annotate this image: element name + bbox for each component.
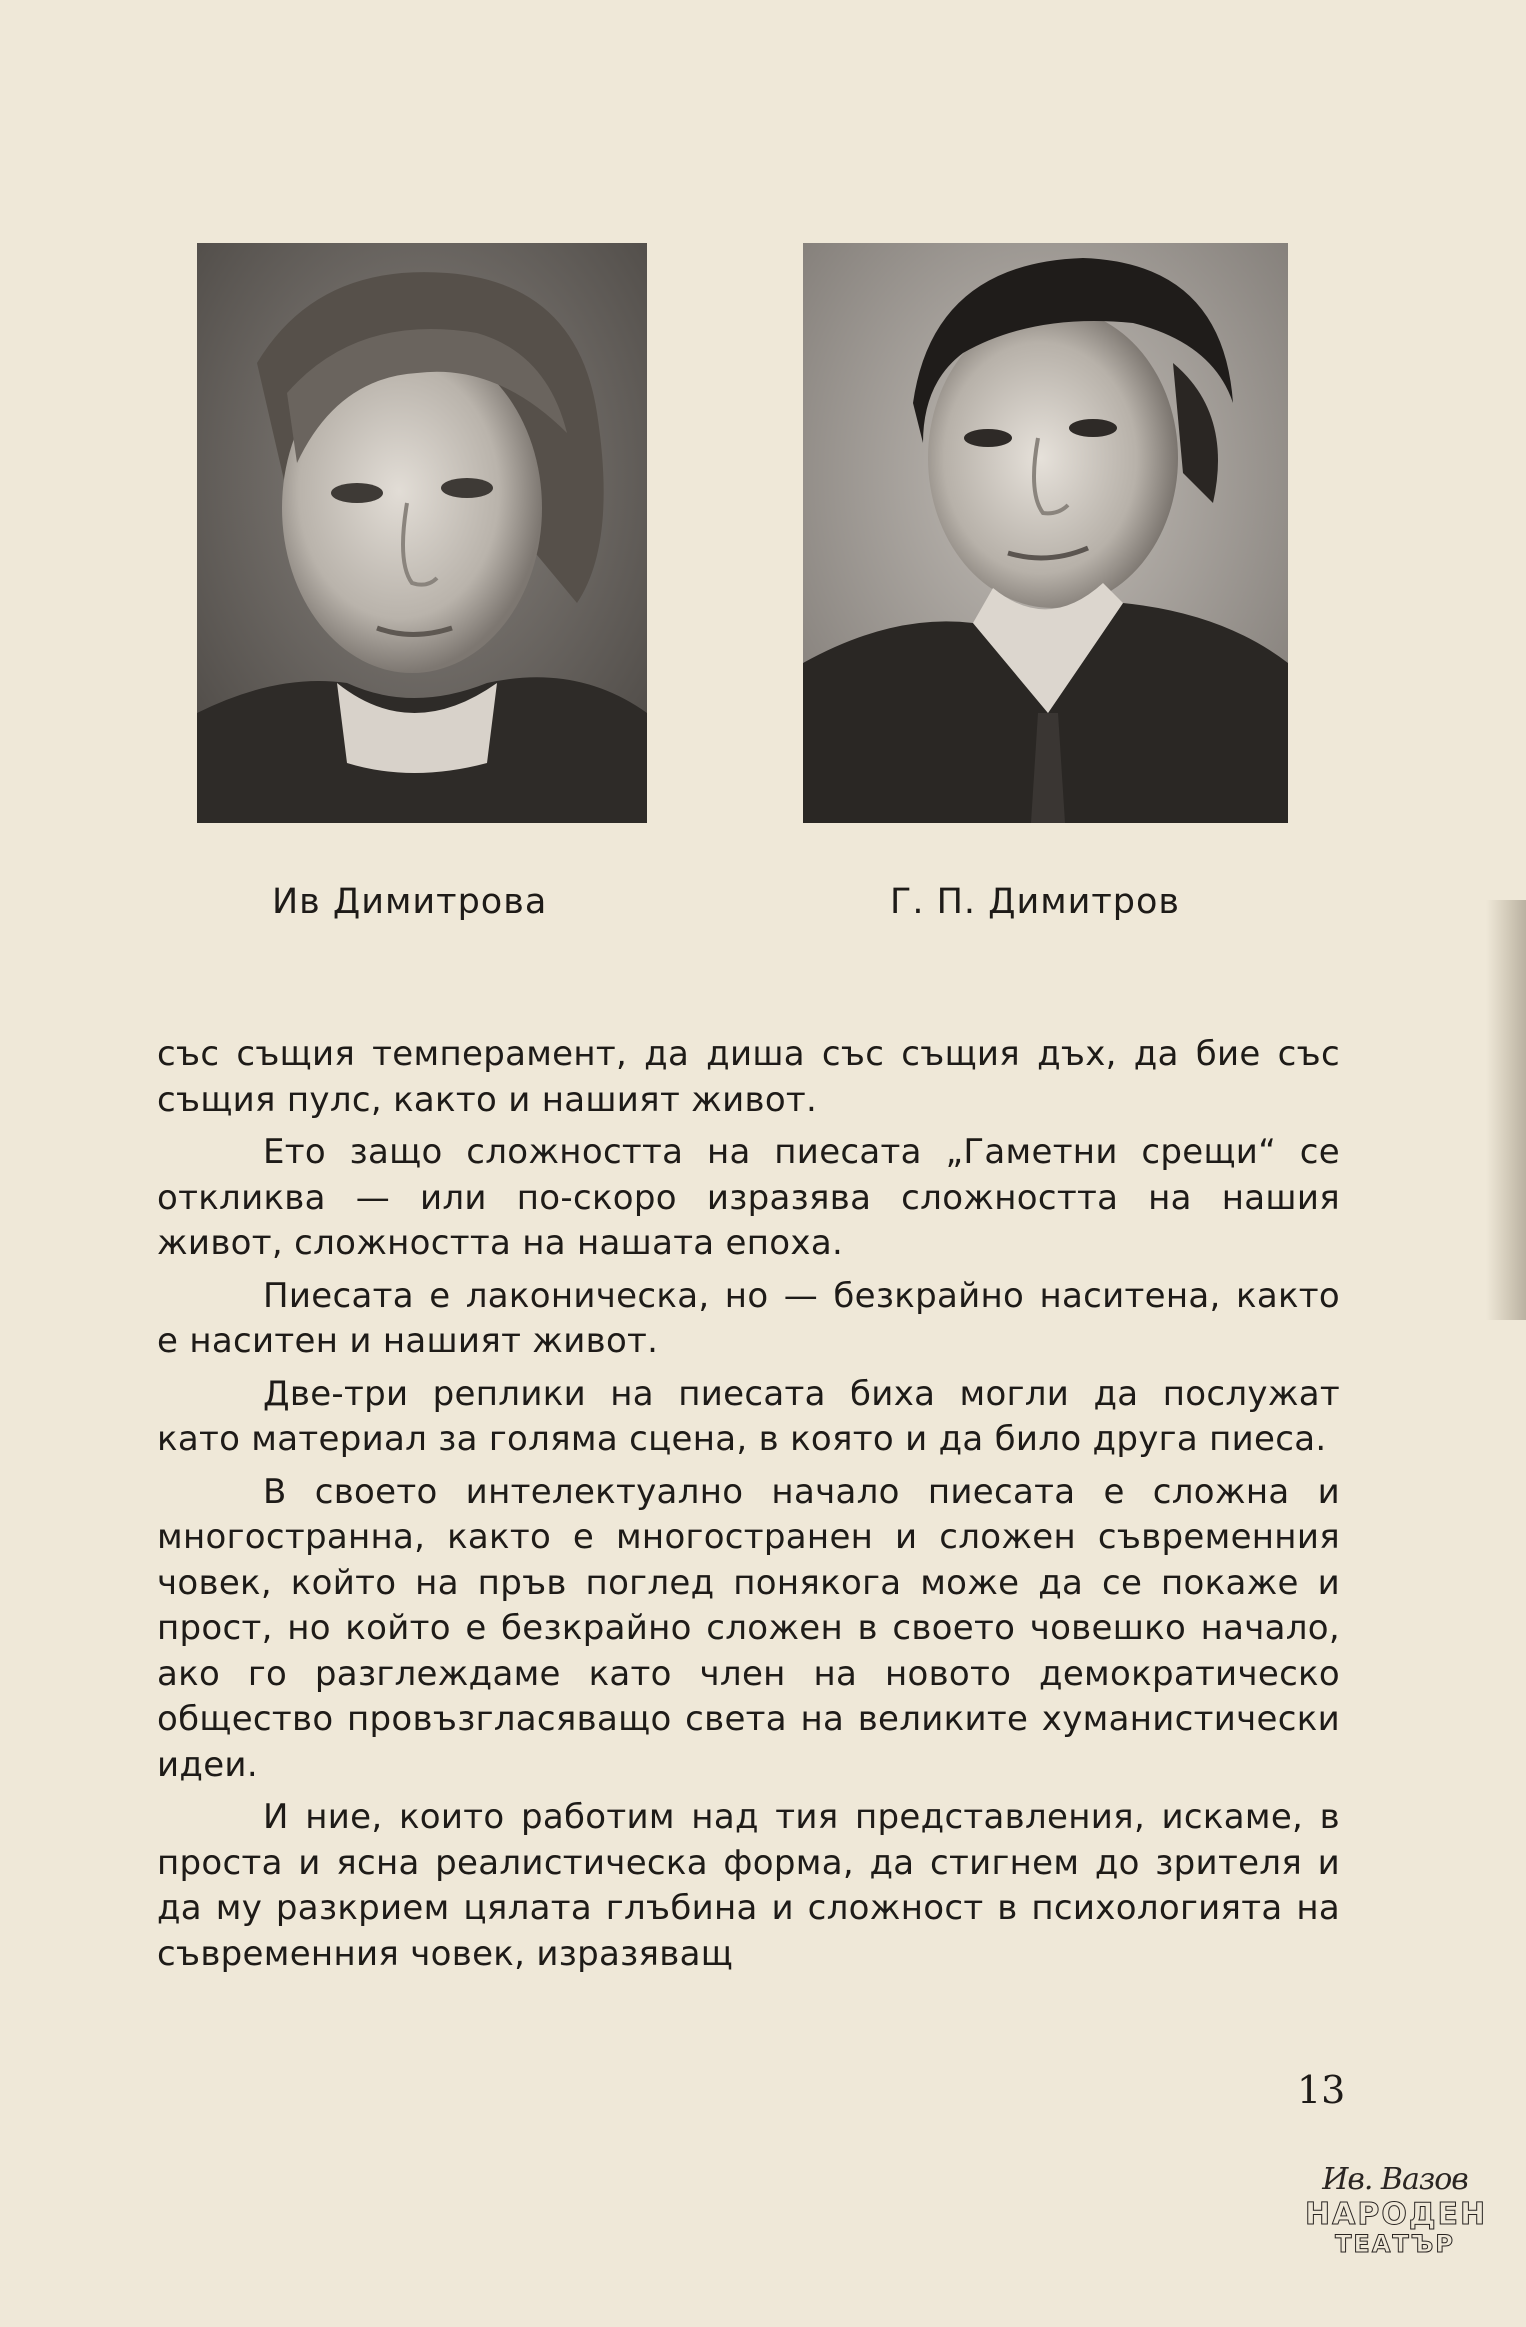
stamp-line-1: НАРОДЕН xyxy=(1305,2197,1488,2232)
paragraph: Ето защо сложността на пиесата „Гаметни срещи“ се откликва — или по-скоро изразява сложността на нашия живот, сложността на нашата епоха. xyxy=(157,1132,1340,1263)
photo-caption-right: Г. П. Димитров xyxy=(890,882,1181,922)
paragraph: И ние, които работим над тия представления, искаме, в проста и ясна реалистическа форма, да стигнем до зрителя и да му разкрием цялата глъбина и сложност в психологията на съвременния човек, изразяващ xyxy=(157,1797,1340,1974)
paragraph: Две-три реплики на пиесата биха могли да послужат като материал за голяма сцена, в която и да било друга пиеса. xyxy=(157,1373,1340,1459)
portrait-woman-image xyxy=(197,243,647,823)
article-body xyxy=(157,1032,1340,1984)
page-edge-shadow xyxy=(1486,900,1526,1320)
paragraph: Пиесата е лаконическа, но — безкрайно наситена, както е наситен и нашият живот. xyxy=(157,1275,1340,1361)
paragraph: В своето интелектуално начало пиесата е сложна и многостранна, както е многостранен и сложен съвременния човек, който на пръв поглед понякога може да се покаже и прост, но който е безкрайно сложен в своето човешко начало, ако го разглеждаме като член на новото демократическо общество провъзгласяващо света на великите хуманистически идеи. xyxy=(157,1471,1340,1785)
stamp-signature: Ив. Вазов xyxy=(1322,2162,1468,2197)
portrait-photo-man xyxy=(803,243,1288,823)
page-number: 13 xyxy=(1297,2068,1346,2112)
stamp-line-2: ТЕАТЪР xyxy=(1335,2230,1455,2258)
paragraph: със същия темперамент, да диша със същия дъх, да бие със същия пулс, както и нашият живот. xyxy=(157,1034,1340,1120)
portrait-photo-woman xyxy=(197,243,647,823)
theatre-stamp xyxy=(1305,2162,1488,2285)
portrait-man-image xyxy=(803,243,1288,823)
photo-caption-left: Ив Димитрова xyxy=(272,882,548,922)
